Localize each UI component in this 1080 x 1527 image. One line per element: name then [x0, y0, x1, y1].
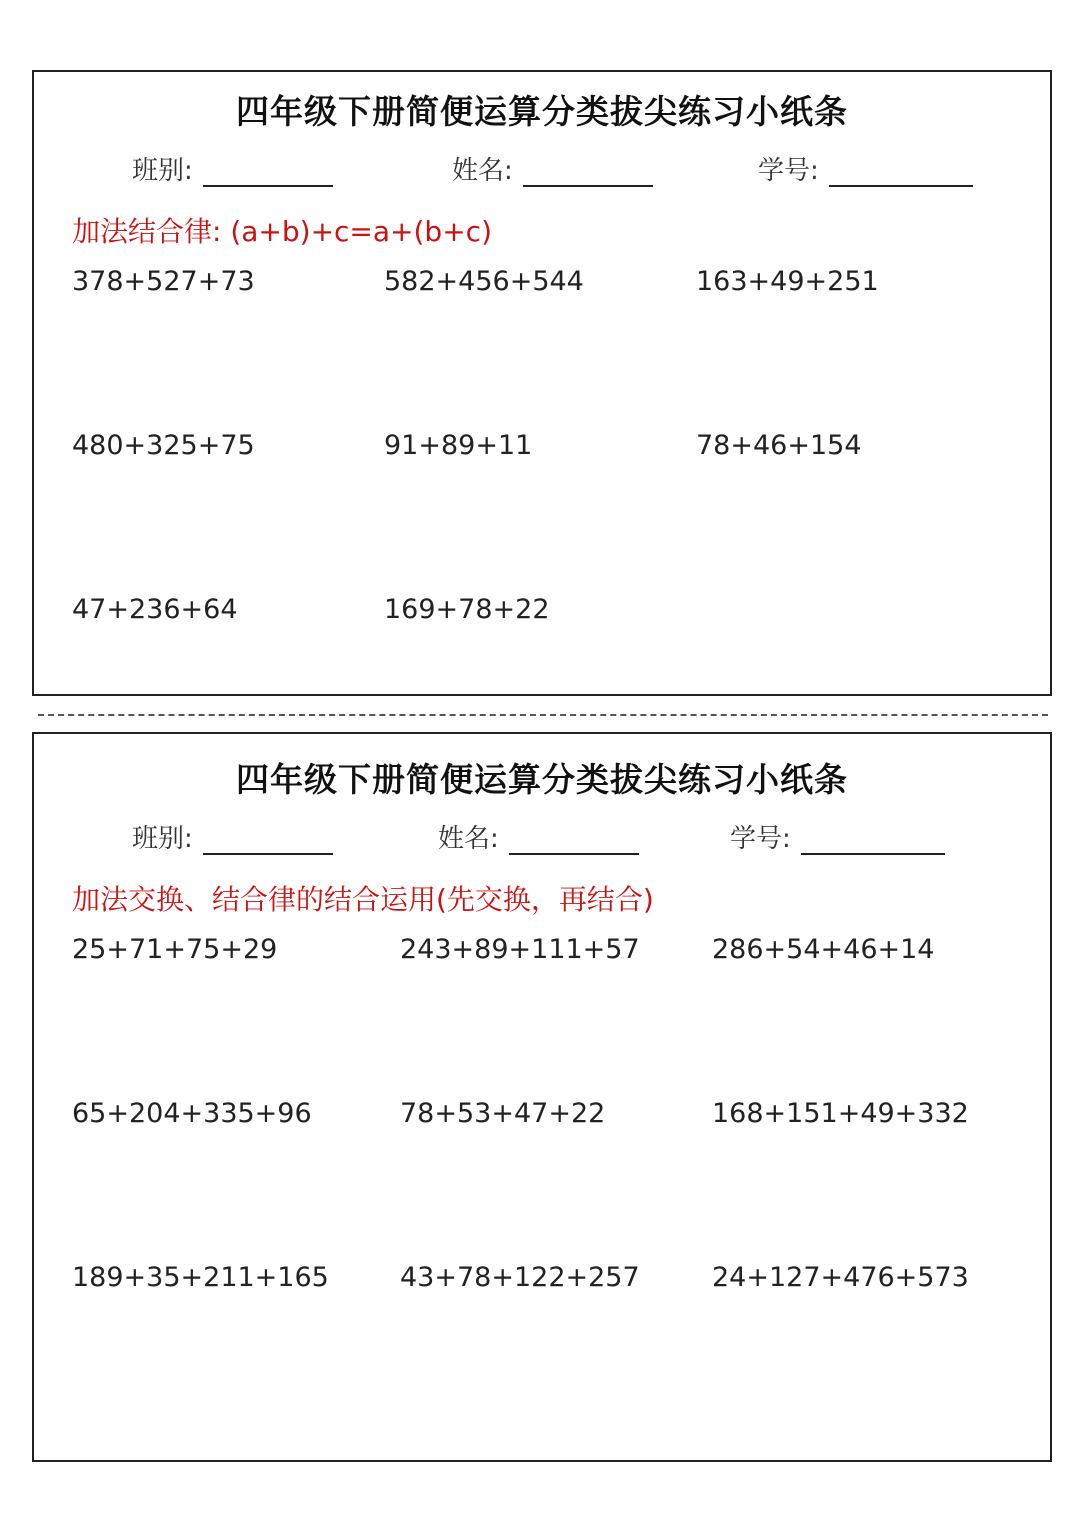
worksheet-strip-1 — [32, 70, 1052, 696]
name-blank-line[interactable] — [523, 165, 653, 187]
problem-item: 91+89+11 — [384, 430, 533, 461]
problem-item: 168+151+49+332 — [712, 1098, 969, 1129]
student-number-label: 学号: — [730, 824, 791, 854]
problem-item: 24+127+476+573 — [712, 1262, 969, 1293]
worksheet-title: 四年级下册简便运算分类拔尖练习小纸条 — [236, 760, 848, 799]
worksheet-title: 四年级下册简便运算分类拔尖练习小纸条 — [236, 92, 848, 131]
problem-item: 378+527+73 — [72, 266, 255, 297]
name-field — [452, 150, 653, 187]
student-number-label: 学号: — [758, 156, 819, 186]
problem-item: 65+204+335+96 — [72, 1098, 312, 1129]
problem-item: 163+49+251 — [696, 266, 879, 297]
class-field — [132, 818, 333, 855]
problem-item: 169+78+22 — [384, 594, 550, 625]
problem-item: 480+325+75 — [72, 430, 255, 461]
problem-item: 43+78+122+257 — [400, 1262, 640, 1293]
student-number-field — [758, 150, 973, 187]
name-blank-line[interactable] — [509, 833, 639, 855]
cut-line-divider — [38, 714, 1048, 716]
problem-item: 286+54+46+14 — [712, 934, 935, 965]
student-number-blank-line[interactable] — [829, 165, 973, 187]
problem-item: 25+71+75+29 — [72, 934, 278, 965]
student-number-blank-line[interactable] — [801, 833, 945, 855]
class-label: 班别: — [132, 824, 193, 854]
name-field — [438, 818, 639, 855]
problem-item: 189+35+211+165 — [72, 1262, 329, 1293]
name-label: 姓名: — [438, 824, 499, 854]
class-blank-line[interactable] — [203, 165, 333, 187]
class-blank-line[interactable] — [203, 833, 333, 855]
problem-item: 47+236+64 — [72, 594, 238, 625]
problem-item: 78+46+154 — [696, 430, 862, 461]
name-label: 姓名: — [452, 156, 513, 186]
section-heading: 加法结合律: (a+b)+c=a+(b+c) — [72, 215, 492, 248]
problem-item: 243+89+111+57 — [400, 934, 640, 965]
class-label: 班别: — [132, 156, 193, 186]
student-number-field — [730, 818, 945, 855]
problem-item: 582+456+544 — [384, 266, 584, 297]
worksheet-strip-2 — [32, 732, 1052, 1462]
class-field — [132, 150, 333, 187]
section-heading: 加法交换、结合律的结合运用(先交换，再结合) — [72, 883, 654, 916]
problem-item: 78+53+47+22 — [400, 1098, 606, 1129]
